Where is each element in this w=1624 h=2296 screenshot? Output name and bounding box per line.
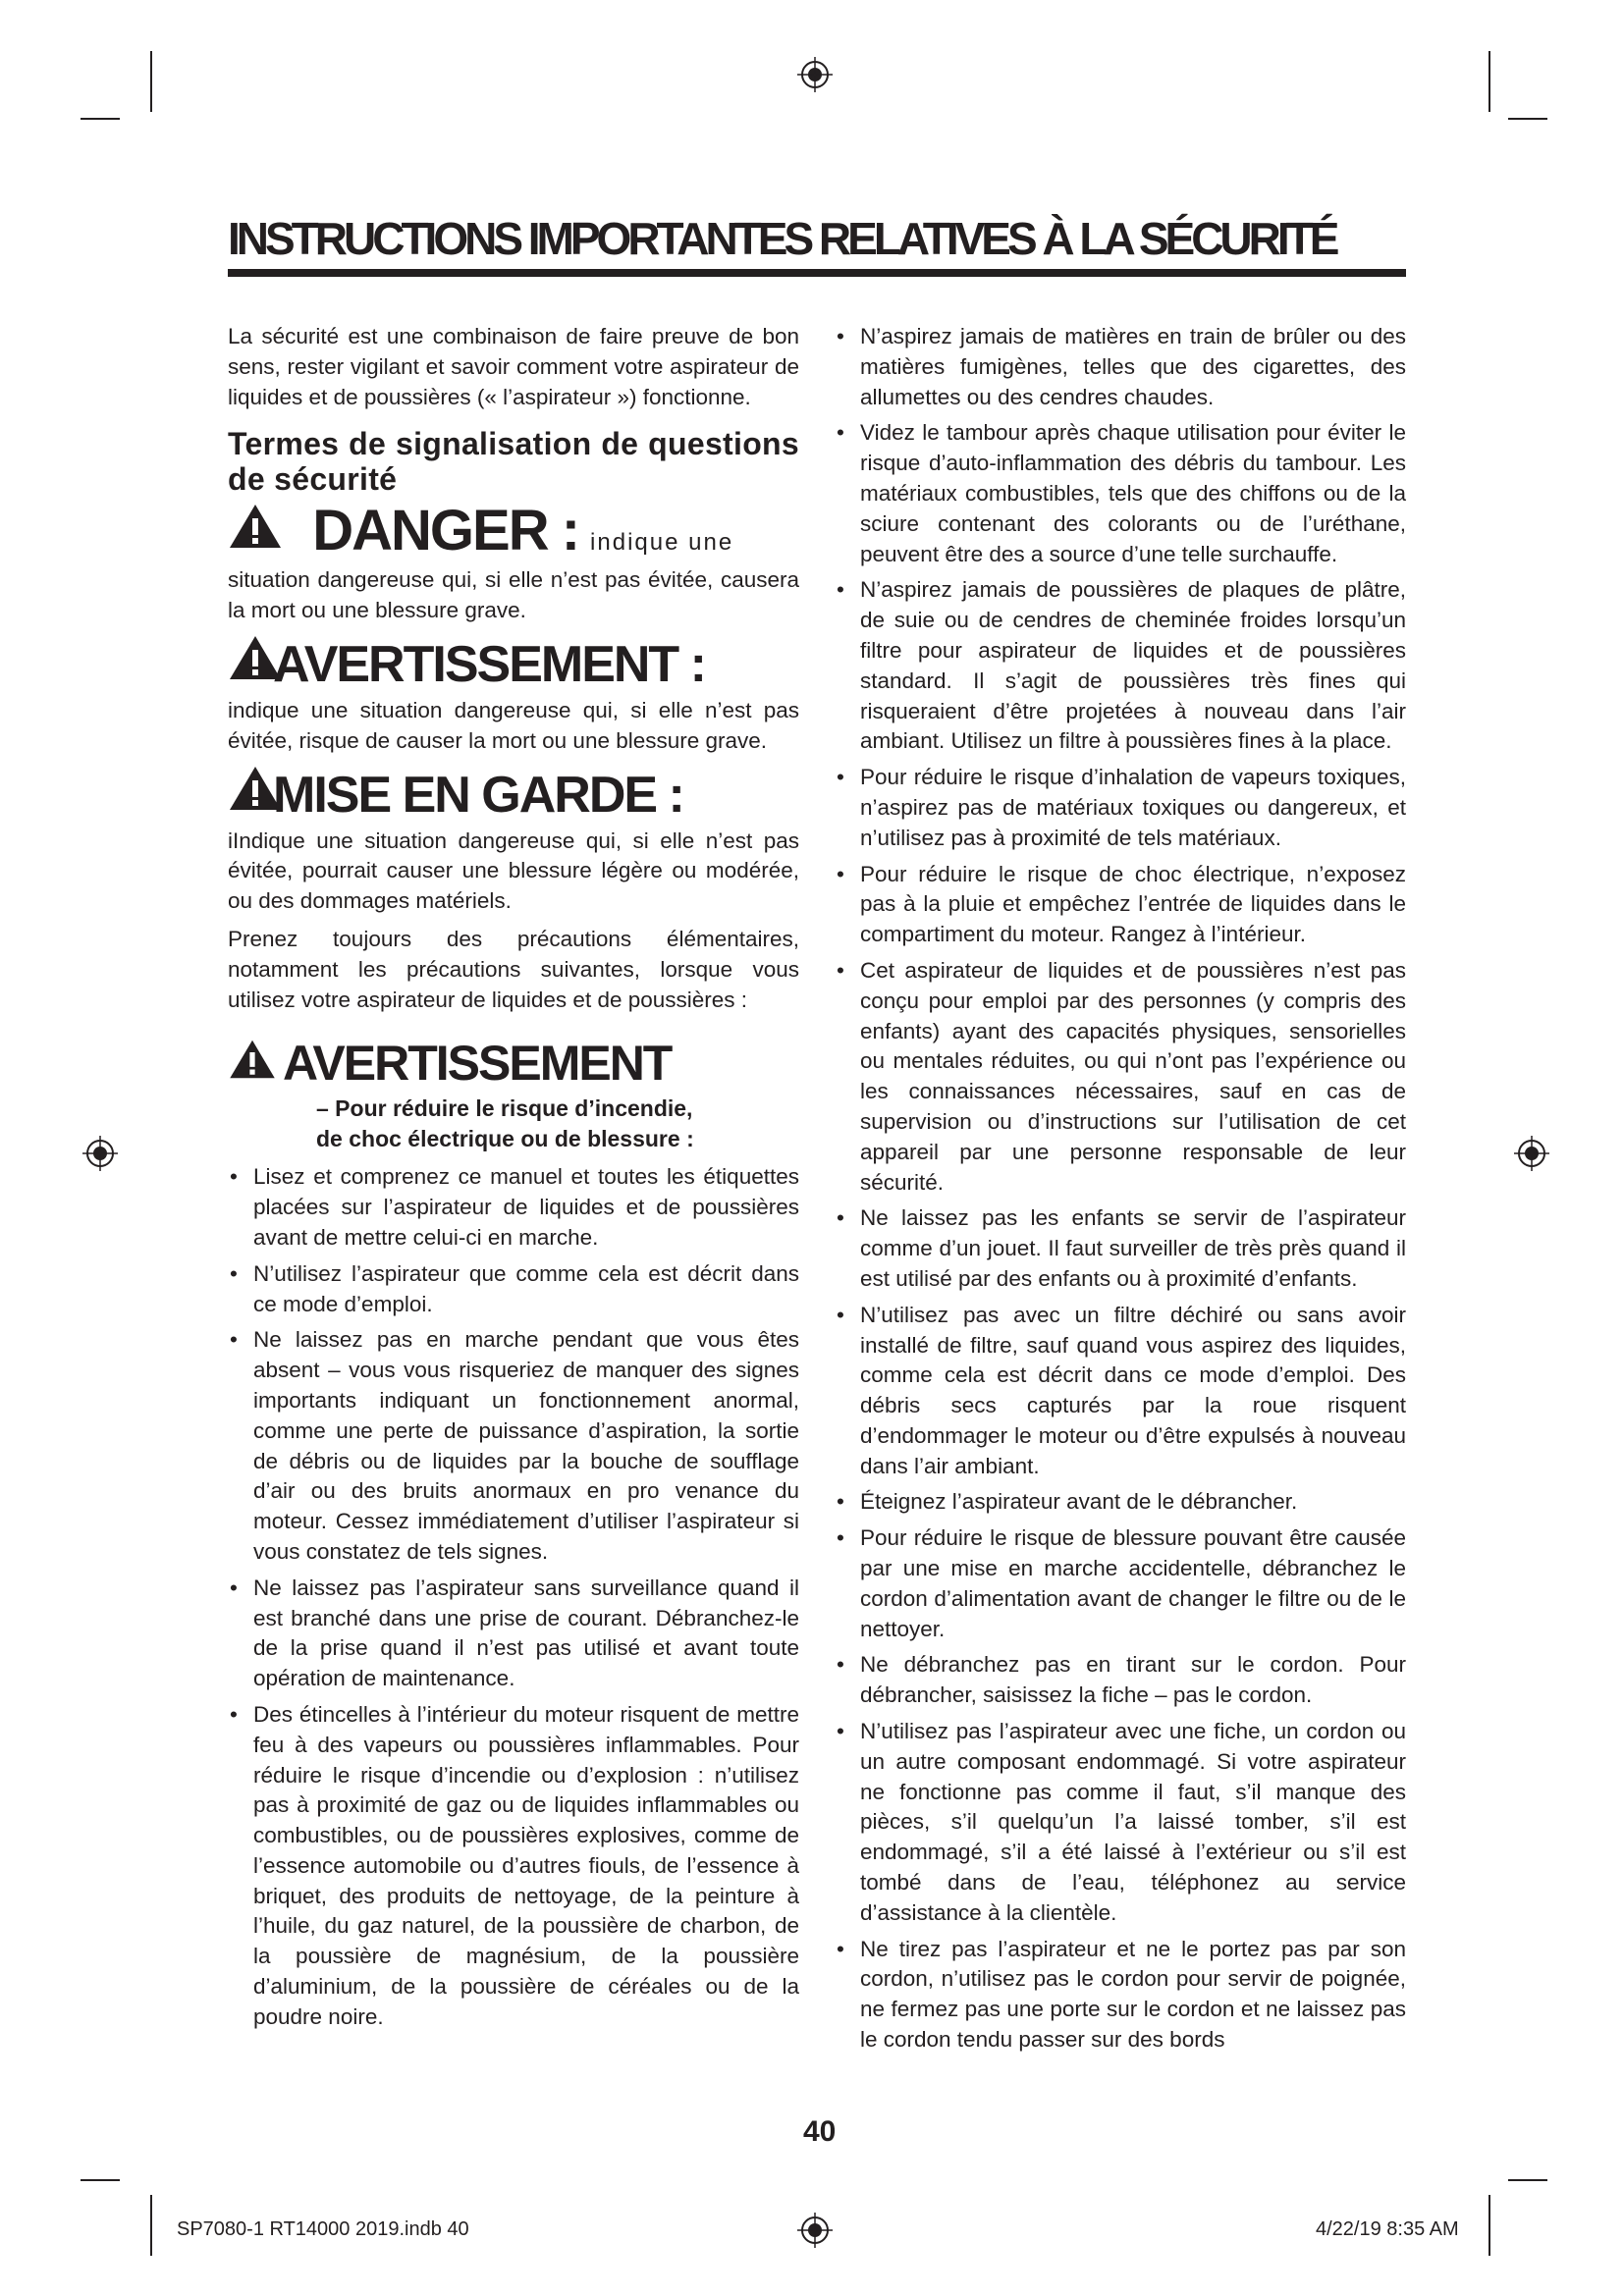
- list-item: • Des étincelles à l’intérieur du moteur risquent de mettre feu à des vapeurs ou poussières inflammables. Pour réduire le risque d’incendie ou d’explosion : n’utilisez pas à proximité de gaz ou de liquides inflammables ou combustibles, ou de poussières explosives, comme de l’essence automobile ou d’autres fiouls, de l’essence à briquet, des produits de nettoyage, de la peinture à l’huile, du gaz naturel, de la poussière de charbon, de la poussière de magnésium, de la poussière d’aluminium, de la poussière de céréales ou de la poudre noire.: [228, 1700, 799, 2033]
- list-item: • Videz le tambour après chaque utilisation pour éviter le risque d’auto-inflammation des débris du tambour. Les matériaux combustibles, tels que des chiffons ou de la sciure contenant des colorants ou de l’uréthane, peuvent être des a source d’une telle surchauffe.: [835, 418, 1406, 569]
- signal-heading: Termes de signalisation de questions de sécurité: [228, 426, 799, 498]
- danger-text: situation dangereuse qui, si elle n’est pas évitée, causera la mort ou une blessure grave.: [228, 567, 799, 623]
- left-bullet-list: [228, 1162, 799, 2032]
- mise-en-garde-text: iIndique une situation dangereuse qui, si elle n’est pas évitée, pourrait causer une blessure légère ou modérée, ou des dommages matériels.: [228, 828, 799, 914]
- crop-mark: [1508, 118, 1547, 120]
- right-bullet-list: [835, 322, 1406, 2056]
- warning-triangle-icon: [228, 1039, 277, 1080]
- list-item: • N’utilisez l’aspirateur que comme cela est décrit dans ce mode d’emploi.: [228, 1259, 799, 1320]
- list-item: • Ne débranchez pas en tirant sur le cordon. Pour débrancher, saisissez la fiche – pas le cordon.: [835, 1650, 1406, 1711]
- mise-en-garde-signal: MISE EN GARDE :: [228, 765, 799, 821]
- registration-mark-icon: [81, 1134, 120, 1173]
- left-column: [228, 322, 799, 2039]
- crop-mark: [81, 118, 120, 120]
- footer-date: 4/22/19 8:35 AM: [1316, 2218, 1459, 2240]
- registration-mark-icon: [795, 55, 835, 94]
- crop-mark: [1508, 2179, 1547, 2181]
- list-item: • Ne laissez pas l’aspirateur sans surveillance quand il est branché dans une prise de courant. Débranchez-le de la prise quand il n’est pas utilisé et avant toute opération de maintenance.: [228, 1574, 799, 1694]
- page-number: 40: [803, 2115, 837, 2148]
- precautions-paragraph: Prenez toujours des précautions élémentaires, notamment les précautions suivantes, lorsque vous utilisez votre aspirateur de liquides et de poussières :: [228, 926, 799, 1012]
- title-rule: [228, 269, 1406, 277]
- warning-triangle-icon: [228, 503, 283, 550]
- crop-mark: [81, 2179, 120, 2181]
- warning-box-signal: AVERTISSEMENT: [228, 1039, 799, 1088]
- crop-mark: [150, 2195, 152, 2256]
- crop-mark: [150, 51, 152, 112]
- registration-mark-icon: [795, 2211, 835, 2250]
- list-item: • N’utilisez pas l’aspirateur avec une fiche, un cordon ou un autre composant endommagé. Si votre aspirateur ne fonctionne pas comme il faut, s’il manque des pièces, s’il quelqu’un l’a laissé tomber, s’il est endommagé, s’il a été laissé à l’extérieur ou s’il est tombé dans de l’eau, téléphonez au service d’assistance à la clientèle.: [835, 1717, 1406, 1929]
- list-item: • N’aspirez jamais de poussières de plaques de plâtre, de suie ou de cendres de cheminée froides lorsqu’un filtre pour aspirateur de liquides et de poussières standard. Il s’agit de poussières très fines qui risqueraient d’être projetées à nouveau dans l’air ambiant. Utilisez un filtre à poussières fines à la place.: [835, 575, 1406, 757]
- crop-mark: [1489, 51, 1490, 112]
- list-item: • N’utilisez pas avec un filtre déchiré ou sans avoir installé de filtre, sauf quand vous aspirez des liquides, comme cela est décrit dans ce mode d’emploi. Des débris secs capturés par la roue risquent d’endommager le moteur ou d’être expulsés à nouveau dans l’air ambiant.: [835, 1301, 1406, 1482]
- footer-file: SP7080-1 RT14000 2019.indb 40: [177, 2218, 469, 2240]
- list-item: • Cet aspirateur de liquides et de poussières n’est pas conçu pour emploi par des personnes (y compris des enfants) ayant des capacités physiques, sensorielles ou mentales réduites, ou qui n’ont pas l’expérience ou les connaissances nécessaires, sauf en cas de supervision ou d’instructions sur l’utilisation de cet appareil par une personne responsable de leur sécurité.: [835, 956, 1406, 1198]
- page-title: INSTRUCTIONS IMPORTANTES RELATIVES À LA SÉCURITÉ: [228, 213, 1336, 264]
- crop-mark: [1489, 2195, 1490, 2256]
- danger-signal: DANGER : indique une: [228, 503, 799, 560]
- list-item: • Ne tirez pas l’aspirateur et ne le portez pas par son cordon, n’utilisez pas le cordon pour servir de poignée, ne fermez pas une porte sur le cordon et ne laissez pas le cordon tendu passer sur des bords: [835, 1935, 1406, 2056]
- list-item: • Pour réduire le risque de blessure pouvant être causée par une mise en marche accidentelle, débranchez le cordon d’alimentation avant de changer le filtre ou de le nettoyer.: [835, 1523, 1406, 1644]
- list-item: • Éteignez l’aspirateur avant de le débrancher.: [835, 1487, 1406, 1518]
- list-item: • Ne laissez pas en marche pendant que vous êtes absent – vous vous risqueriez de manquer des signes importants indiquant un fonctionnement anormal, comme une perte de puissance d’aspiration, la sortie de débris ou de liquides par la bouche de soufflage d’air ou des bruits anormaux en pro venance du moteur. Cessez immédiatement d’utiliser l’aspirateur si vous constatez de tels signes.: [228, 1325, 799, 1567]
- avertissement-signal: AVERTISSEMENT :: [228, 634, 799, 690]
- warning-subtitle: – Pour réduire le risque d’incendie, de choc électrique ou de blessure :: [316, 1095, 694, 1152]
- registration-mark-icon: [1512, 1134, 1551, 1173]
- list-item: • Pour réduire le risque de choc électrique, n’exposez pas à la pluie et empêchez l’entrée de liquides dans le compartiment du moteur. Rangez à l’intérieur.: [835, 860, 1406, 950]
- list-item: • Lisez et comprenez ce manuel et toutes les étiquettes placées sur l’aspirateur de liquides et de poussières avant de mettre celui-ci en marche.: [228, 1162, 799, 1253]
- right-column: [835, 322, 1406, 2061]
- intro-paragraph: La sécurité est une combinaison de faire preuve de bon sens, rester vigilant et savoir comment votre aspirateur de liquides et de poussières (« l’aspirateur ») fonctionne.: [228, 324, 799, 409]
- list-item: • Ne laissez pas les enfants se servir de l’aspirateur comme d’un jouet. Il faut surveiller de très près quand il est utilisé par des enfants ou à proximité d’enfants.: [835, 1203, 1406, 1294]
- avertissement-text: indique une situation dangereuse qui, si elle n’est pas évitée, risque de causer la mort ou une blessure grave.: [228, 697, 799, 753]
- list-item: • Pour réduire le risque d’inhalation de vapeurs toxiques, n’aspirez pas de matériaux toxiques ou dangereux, et n’utilisez pas à proximité de tels matériaux.: [835, 763, 1406, 853]
- list-item: • N’aspirez jamais de matières en train de brûler ou des matières fumigènes, telles que des cigarettes, des allumettes ou des cendres chaudes.: [835, 322, 1406, 412]
